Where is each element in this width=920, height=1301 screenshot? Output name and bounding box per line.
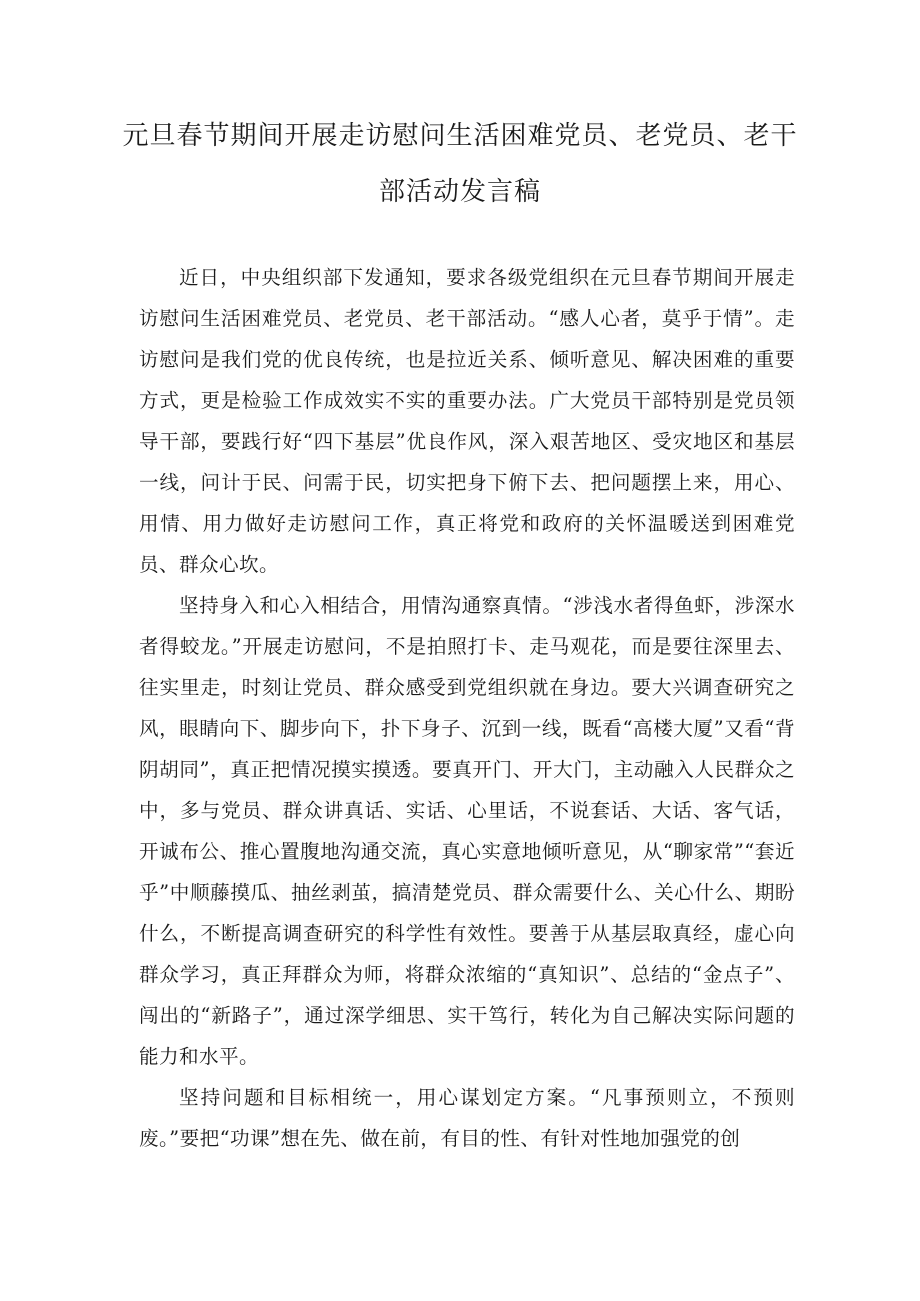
paragraph-3: 坚持问题和目标相统一，用心谋划定方案。“凡事预则立，不预则废。”要把“功课”想在先、做在前，有目的性、有针对性地加强党的创 <box>139 1086 795 1150</box>
paragraph-1: 近日，中央组织部下发通知，要求各级党组织在元旦春节期间开展走访慰问生活困难党员、老党员、老干部活动。“感人心者，莫乎于情”。走访慰问是我们党的优良传统，也是拉近关系、倾听意见、解决困难的重要方式，更是检验工作成效实不实的重要办法。广大党员干部特别是党员领导干部，要践行好“四下基层”优良作风，深入艰苦地区、受灾地区和基层一线，问计于民、问需于民，切实把身下俯下去、把问题摆上来，用心、用情、用力做好走访慰问工作，真正将党和政府的关怀温暖送到困难党员、群众心坎。 <box>139 266 795 576</box>
paragraph-2: 坚持身入和心入相结合，用情沟通察真情。“涉浅水者得鱼虾，涉深水者得蛟龙。”开展走访慰问，不是拍照打卡、走马观花，而是要往深里去、往实里走，时刻让党员、群众感受到党组织就在身边。要大兴调查研究之风，眼睛向下、脚步向下，扑下身子、沉到一线，既看“高楼大厦”又看“背阴胡同”，真正把情况摸实摸透。要真开门、开大门，主动融入人民群众之中，多与党员、群众讲真话、实话、心里话，不说套话、大话、客气话，开诚布公、推心置腹地沟通交流，真心实意地倾听意见，从“聊家常”“套近乎”中顺藤摸瓜、抽丝剥茧，搞清楚党员、群众需要什么、关心什么、期盼什么，不断提高调查研究的科学性有效性。要善于从基层取真经，虚心向群众学习，真正拜群众为师，将群众浓缩的“真知识”、总结的“金点子”、闯出的“新路子”，通过深学细思、实干笃行，转化为自己解决实际问题的能力和水平。 <box>139 594 795 1068</box>
document-body <box>139 257 795 1159</box>
document-title: 元旦春节期间开展走访慰问生活困难党员、老党员、老干部活动发言稿 <box>122 121 798 207</box>
